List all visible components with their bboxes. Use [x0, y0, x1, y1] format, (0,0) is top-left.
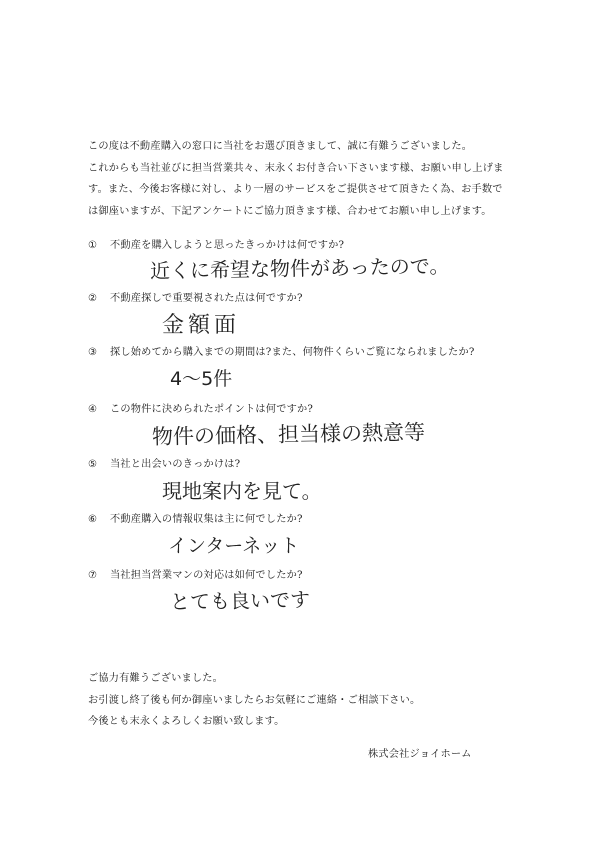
intro-line: す。また、今後お客様に対し、より一層のサービスをご提供させて頂きたく為、お手数で — [88, 184, 503, 195]
closing-line: 今後とも末永くよろしくお願い致します。 — [88, 716, 285, 727]
question-text: 当社と出会いのきっかけは? — [110, 459, 241, 470]
intro-line: これからも当社並びに担当営業共々、末永くお付き合い下さいます様、お願い申し上げま — [88, 162, 504, 174]
closing-line: お引渡し終了後も何か御座いましたらお気軽にご連絡・ご相談下さい。 — [88, 694, 421, 706]
answer-5-handwritten: 現地案内を見て。 — [162, 479, 322, 503]
answer-4-handwritten: 物件の価格、担当様の熱意等 — [151, 420, 426, 449]
question-number: ⑥ — [88, 514, 98, 525]
question-number: ④ — [88, 404, 98, 415]
answer-7-handwritten: とても良いです — [169, 587, 311, 614]
question-number: ⑤ — [88, 459, 98, 470]
question-2 — [88, 289, 303, 304]
question-text: 不動産購入の情報収集は主に何でしたか? — [110, 514, 303, 525]
answer-1-handwritten: 近くに希望な物件があったので。 — [149, 253, 450, 283]
question-text: 不動産を購入しようと思ったきっかけは何ですか? — [110, 240, 345, 251]
intro-paragraph — [88, 136, 528, 222]
company-name: 株式会社ジョイホーム — [368, 749, 472, 760]
intro-line: この度は不動産購入の窓口に当社をお選び頂きまして、誠に有難うございました。 — [88, 141, 473, 152]
question-6 — [88, 510, 303, 525]
question-text: 探し始めてから購入までの期間は?また、何物件くらいご覧になられましたか? — [110, 347, 475, 358]
question-7 — [88, 566, 303, 581]
closing-paragraph — [88, 668, 420, 733]
question-4 — [88, 400, 313, 415]
question-1 — [88, 236, 344, 251]
question-number: ③ — [88, 347, 98, 358]
question-5 — [88, 455, 240, 470]
question-number: ① — [88, 240, 98, 251]
question-text: 当社担当営業マンの対応は如何でしたか? — [110, 570, 303, 581]
answer-6-handwritten: インターネット — [168, 535, 300, 557]
answer-2-handwritten: 金額面 — [162, 313, 241, 338]
question-text: 不動産探しで重要視された点は何ですか? — [110, 293, 303, 304]
question-3 — [88, 343, 475, 358]
question-number: ② — [88, 293, 98, 304]
answer-3-handwritten: 4～5件 — [170, 368, 233, 390]
intro-line: は御座いますが、下記アンケートにご協力頂きます様、合わせてお願い申し上げます。 — [88, 205, 492, 217]
closing-line: ご協力有難うございました。 — [88, 673, 224, 684]
question-number: ⑦ — [88, 570, 98, 581]
question-text: この物件に決められたポイントは何ですか? — [110, 404, 314, 415]
